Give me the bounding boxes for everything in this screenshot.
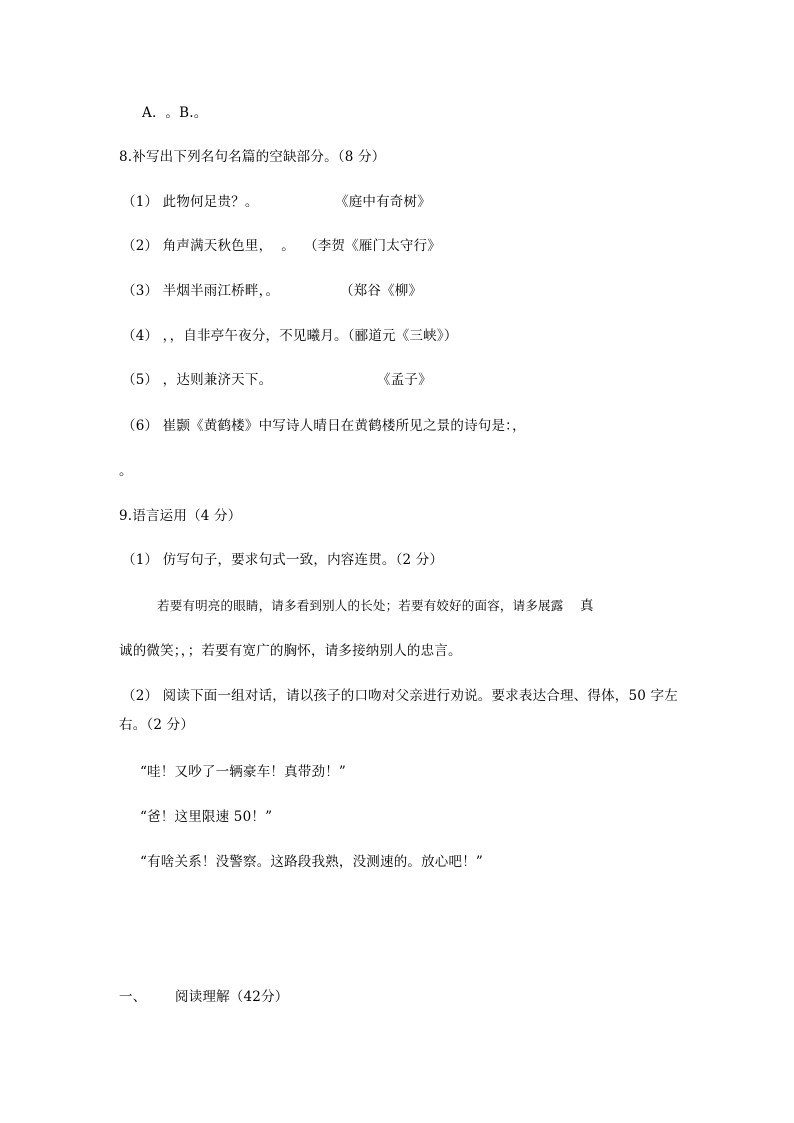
dialogue-line-3: “有啥关系！没警察。这路段我熟，没测速的。放心吧！” [140, 854, 484, 870]
answer-options: A. 。B.。 [142, 105, 208, 121]
q8-item-2: （2） 角声满天秋色里， 。 [122, 238, 295, 254]
section-number: 一、 [119, 989, 147, 1005]
q9-sub1-title: （1） 仿写句子，要求句式一致，内容连贯。（2 分） [122, 552, 444, 568]
q9-sub1-example: 若要有明亮的眼睛，请多看到别人的长处；若要有姣好的面容，请多展露 [157, 598, 564, 613]
q8-item-2-source: （李贺《雁门太守行》 [304, 238, 441, 254]
q9-sub2-title: （2） 阅读下面一组对话，请以孩子的口吻对父亲进行劝说。要求表达合理、得体，50 字左 [122, 688, 678, 704]
q8-item-3: （3） 半烟半雨江桥畔，。 [122, 283, 280, 299]
dialogue-line-2: “爸！这里限速 50！” [140, 809, 273, 825]
q9-sub2-title-continued: 右。（2 分） [119, 717, 195, 733]
q8-item-6: （6） 崔颢《黄鹤楼》中写诗人晴日在黄鹤楼所见之景的诗句是：， [122, 418, 526, 434]
dialogue-line-1: “哇！又吵了一辆豪车！真带劲！” [140, 764, 347, 780]
question-8-title: 8.补写出下列名句名篇的空缺部分。（8 分） [119, 149, 386, 165]
q9-sub1-example-end: 真 [580, 598, 594, 614]
q8-item-5: （5） ，达则兼济天下。 [122, 372, 273, 388]
q8-tail: 。 [119, 463, 133, 479]
q8-item-1: （1） 此物何足贵？。 [122, 194, 259, 210]
question-9-title: 9.语言运用（4 分） [119, 508, 242, 524]
section-title: 阅读理解（42分） [175, 989, 289, 1005]
q8-item-1-source: 《庭中有奇树》 [335, 194, 431, 210]
q8-item-3-source: （郑谷《柳》 [340, 283, 423, 299]
q9-sub1-example-continued: 诚的微笑；，；若要有宽广的胸怀，请多接纳别人的忠言。 [119, 643, 462, 659]
q8-item-4: （4） ，，自非亭午夜分，不见曦月。（郦道元《三峡》） [122, 328, 458, 344]
q8-item-5-source: 《孟子》 [377, 372, 432, 388]
